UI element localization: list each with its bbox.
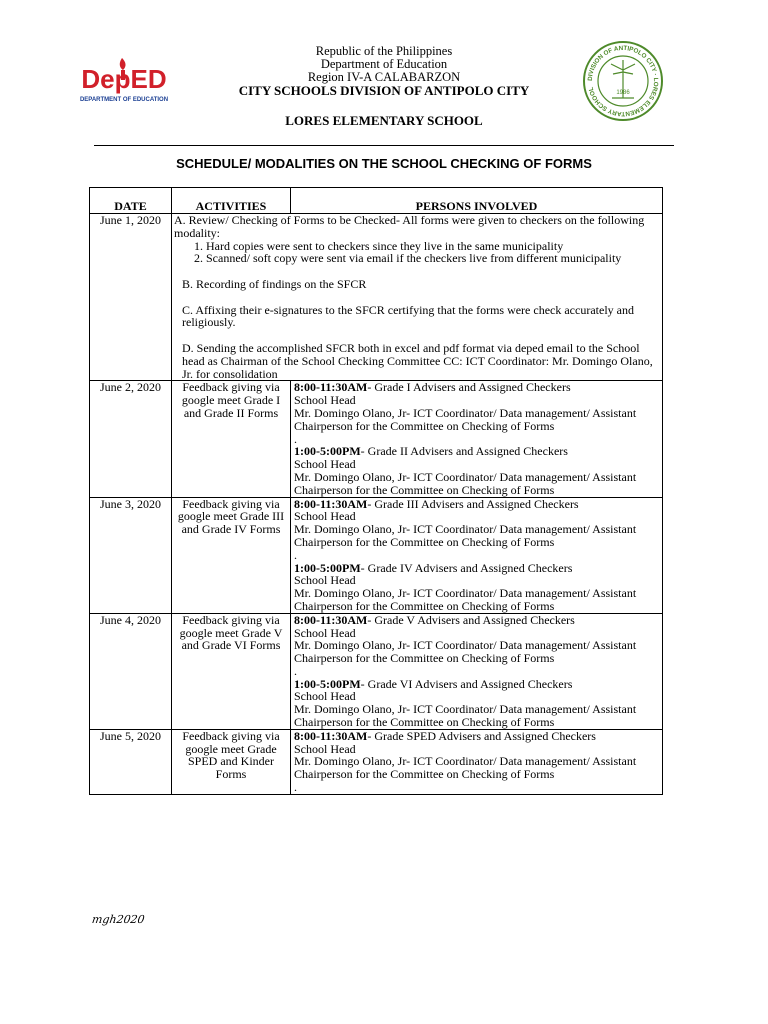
pm-group: - Grade VI Advisers and Assigned Checkers	[360, 676, 573, 691]
separator-dot: .	[294, 431, 297, 446]
row-date: June 2, 2020	[90, 381, 172, 497]
header-divider	[94, 145, 674, 146]
separator-dot: .	[294, 663, 297, 678]
row-activity: Feedback giving via google meet Grade V and Grade VI Forms	[172, 613, 291, 729]
row-persons	[291, 497, 663, 613]
table-header-row	[90, 188, 663, 214]
ict-coordinator: Mr. Domingo Olano, Jr- ICT Coordinator/ Data management/ Assistant Chairperson for the Committee on Checking of Forms	[294, 522, 637, 549]
table-row	[90, 381, 663, 497]
am-group: - Grade I Advisers and Assigned Checkers	[367, 380, 571, 395]
activity-c: C. Affixing their e-signatures to the SFCR certifying that the forms were check accurately and religiously.	[182, 302, 634, 330]
header-persons-involved: PERSONS INVOLVED	[291, 188, 663, 214]
document-title: SCHEDULE/ MODALITIES ON THE SCHOOL CHECKING OF FORMS	[176, 156, 592, 171]
separator-dot: .	[294, 780, 297, 795]
table-row	[90, 214, 663, 381]
pm-time: 1:00-5:00PM	[294, 676, 361, 691]
row-persons	[291, 729, 663, 794]
am-group: - Grade SPED Advisers and Assigned Checkers	[367, 728, 596, 743]
ict-coordinator: Mr. Domingo Olano, Jr- ICT Coordinator/ Data management/ Assistant Chairperson for the Committee on Checking of Forms	[294, 469, 637, 497]
deped-logo-subtext: DEPARTMENT OF EDUCATION	[79, 97, 169, 103]
division-name: CITY SCHOOLS DIVISION OF ANTIPOLO CITY	[238, 83, 530, 98]
list-item: 1. Hard copies were sent to checkers since they live in the same municipality	[206, 240, 659, 253]
ict-coordinator: Mr. Domingo Olano, Jr- ICT Coordinator/ Data management/ Assistant Chairperson for the Committee on Checking of Forms	[294, 702, 637, 730]
row-activity: Feedback giving via google meet Grade I and Grade II Forms	[172, 381, 291, 497]
footer-mark: mgh2020	[91, 913, 146, 926]
row-date: June 1, 2020	[90, 214, 172, 381]
row-date: June 3, 2020	[90, 497, 172, 613]
am-group: - Grade III Advisers and Assigned Checkers	[367, 496, 579, 511]
am-time: 8:00-11:30AM	[294, 380, 368, 395]
pm-group: - Grade II Advisers and Assigned Checkers	[360, 444, 568, 459]
am-time: 8:00-11:30AM	[294, 612, 368, 627]
letterhead-line-3: Region IV-A CALABARZON	[307, 70, 461, 84]
seal-ring-text: DIVISION OF ANTIPOLO CITY · LORES ELEMENTARY SCHOOL	[586, 44, 660, 118]
deped-logo-text: DepED	[81, 64, 167, 94]
school-head: School Head	[294, 573, 356, 588]
school-head: School Head	[294, 741, 356, 756]
row-activity: Feedback giving via google meet Grade III and Grade IV Forms	[172, 497, 291, 613]
schedule-table	[89, 187, 663, 795]
table-row	[90, 729, 663, 794]
separator-dot: .	[294, 547, 297, 562]
am-time: 8:00-11:30AM	[294, 496, 368, 511]
pm-group: - Grade IV Advisers and Assigned Checkers	[360, 560, 573, 575]
ict-coordinator: Mr. Domingo Olano, Jr- ICT Coordinator/ Data management/ Assistant Chairperson for the Committee on Checking of Forms	[294, 754, 637, 782]
table-row	[90, 613, 663, 729]
row-persons	[291, 381, 663, 497]
school-head: School Head	[294, 457, 356, 472]
school-head: School Head	[294, 625, 356, 640]
letterhead-line-2: Department of Education	[320, 57, 448, 71]
row-persons	[291, 613, 663, 729]
ict-coordinator: Mr. Domingo Olano, Jr- ICT Coordinator/ Data management/ Assistant Chairperson for the Committee on Checking of Forms	[294, 586, 637, 613]
row-date: June 5, 2020	[90, 729, 172, 794]
school-head: School Head	[294, 689, 356, 704]
school-seal	[582, 40, 664, 122]
am-time: 8:00-11:30AM	[294, 728, 368, 743]
activity-d: D. Sending the accomplished SFCR both in excel and pdf format via deped email to the School head as Chairman of the School Checking Committee CC: ICT Coordinator: Mr. Domingo Olano, Jr. for consolidation	[182, 340, 653, 381]
school-name: LORES ELEMENTARY SCHOOL	[285, 113, 483, 128]
row-date: June 4, 2020	[90, 613, 172, 729]
table-row	[90, 497, 663, 613]
header-activities: ACTIVITIES	[172, 188, 291, 214]
row-activity: Feedback giving via google meet Grade SPED and Kinder Forms	[172, 729, 291, 794]
header-date: DATE	[90, 188, 172, 214]
school-head: School Head	[294, 509, 356, 524]
letterhead-line-1: Republic of the Philippines	[315, 44, 453, 58]
ict-coordinator: Mr. Domingo Olano, Jr- ICT Coordinator/ Data management/ Assistant Chairperson for the Committee on Checking of Forms	[294, 405, 637, 433]
modality-list	[174, 240, 659, 266]
seal-year: 1986	[616, 90, 630, 96]
activity-a: A. Review/ Checking of Forms to be Checked- All forms were given to checkers on the following modality:	[174, 213, 645, 240]
pm-time: 1:00-5:00PM	[294, 444, 361, 459]
activity-b: B. Recording of findings on the SFCR	[182, 276, 367, 291]
ict-coordinator: Mr. Domingo Olano, Jr- ICT Coordinator/ Data management/ Assistant Chairperson for the Committee on Checking of Forms	[294, 638, 637, 666]
pm-time: 1:00-5:00PM	[294, 560, 361, 575]
school-head: School Head	[294, 393, 356, 408]
row-activities-detail	[172, 214, 663, 381]
am-group: - Grade V Advisers and Assigned Checkers	[367, 612, 575, 627]
list-item: 2. Scanned/ soft copy were sent via email if the checkers live from different municipality	[206, 252, 659, 265]
